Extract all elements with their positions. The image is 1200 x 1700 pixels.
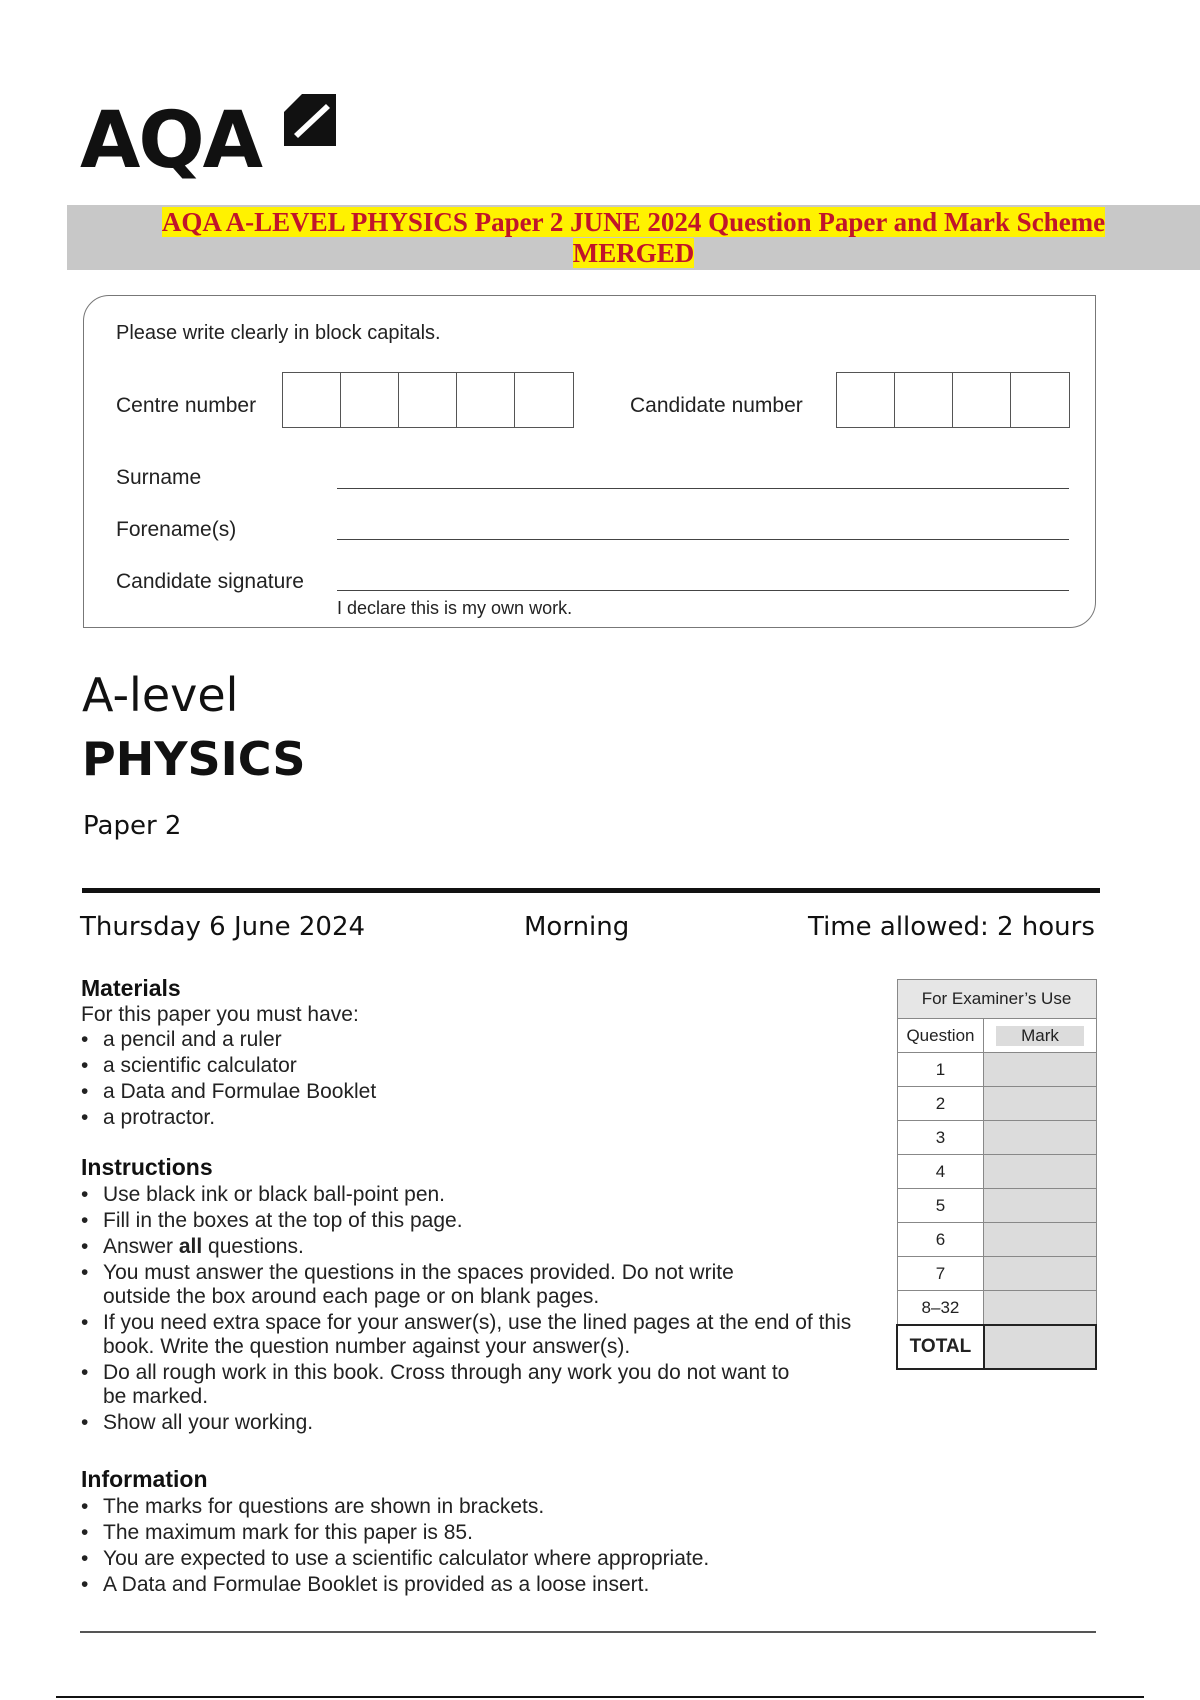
- answer-all-pre: Answer: [103, 1235, 179, 1258]
- mark-cell[interactable]: [984, 1291, 1096, 1326]
- mark-cell[interactable]: [984, 1087, 1096, 1121]
- candidate-details-box: [83, 295, 1096, 628]
- centre-number-field[interactable]: [282, 372, 574, 428]
- mark-cell[interactable]: [984, 1223, 1096, 1257]
- centre-number-digit[interactable]: [283, 373, 341, 427]
- table-row: [897, 1223, 1096, 1257]
- page-bottom-rule: [56, 1696, 1144, 1698]
- time-allowed: Time allowed: 2 hours: [808, 912, 1095, 942]
- list-item: • If you need extra space for your answer(s), use the lined pages at the end of this book. Write the question number against your answer(s).: [81, 1311, 873, 1359]
- title-banner: [67, 205, 1200, 270]
- list-item: • a pencil and a ruler: [81, 1028, 841, 1052]
- list-item: • You must answer the questions in the spaces provided. Do not write outside the box around each page or on blank pages.: [81, 1261, 803, 1309]
- list-item: • Do all rough work in this book. Cross through any work you do not want to be marked.: [81, 1361, 793, 1409]
- question-number: 6: [897, 1223, 984, 1257]
- materials-heading: Materials: [81, 975, 181, 1001]
- instructions-heading: Instructions: [81, 1154, 213, 1180]
- information-section: [81, 1466, 861, 1599]
- banner-line-1: AQA A-LEVEL PHYSICS Paper 2 JUNE 2024 Question Paper and Mark Scheme: [161, 207, 1106, 237]
- total-mark-cell[interactable]: [984, 1325, 1096, 1369]
- exam-session: Morning: [524, 912, 630, 942]
- list-item: • You are expected to use a scientific calculator where appropriate.: [81, 1547, 861, 1571]
- list-item: • a scientific calculator: [81, 1054, 841, 1078]
- paper-number: Paper 2: [83, 811, 182, 841]
- signature-label: Candidate signature: [116, 570, 304, 593]
- declaration-text: I declare this is my own work.: [337, 598, 573, 618]
- table-row: [897, 1257, 1096, 1291]
- examiner-use-table: [896, 979, 1097, 1370]
- list-item: • A Data and Formulae Booklet is provided as a loose insert.: [81, 1573, 861, 1597]
- list-item: • The marks for questions are shown in brackets.: [81, 1495, 861, 1519]
- instructions-section: [81, 1154, 861, 1437]
- question-number: 2: [897, 1087, 984, 1121]
- list-item: • The maximum mark for this paper is 85.: [81, 1521, 861, 1545]
- banner-line-2: MERGED: [572, 238, 695, 268]
- total-label: TOTAL: [897, 1325, 984, 1369]
- question-column-header: Question: [897, 1019, 984, 1053]
- mark-cell[interactable]: [984, 1121, 1096, 1155]
- examiner-table-title: For Examiner’s Use: [897, 980, 1096, 1019]
- list-item: • a Data and Formulae Booklet: [81, 1080, 841, 1104]
- mark-cell[interactable]: [984, 1189, 1096, 1223]
- signature-field[interactable]: [337, 590, 1069, 591]
- forenames-label: Forename(s): [116, 518, 237, 541]
- candidate-number-digit[interactable]: [1011, 373, 1069, 427]
- answer-all-post: questions.: [202, 1235, 304, 1258]
- mark-cell[interactable]: [984, 1053, 1096, 1087]
- question-number: 5: [897, 1189, 984, 1223]
- list-item: • Show all your working.: [81, 1411, 861, 1435]
- centre-number-digit[interactable]: [515, 373, 573, 427]
- question-number: 3: [897, 1121, 984, 1155]
- exam-date: Thursday 6 June 2024: [80, 912, 366, 942]
- forenames-field[interactable]: [337, 539, 1069, 540]
- information-heading: Information: [81, 1466, 208, 1492]
- aqa-logo-mark-icon: [280, 90, 340, 150]
- list-item: • Fill in the boxes at the top of this page.: [81, 1209, 861, 1233]
- mark-cell[interactable]: [984, 1257, 1096, 1291]
- candidate-number-label: Candidate number: [630, 394, 803, 417]
- table-row: [897, 1155, 1096, 1189]
- centre-number-label: Centre number: [116, 394, 257, 417]
- mark-column-header-label: Mark: [996, 1026, 1084, 1046]
- materials-section: [81, 975, 841, 1132]
- mark-column-header: [984, 1019, 1096, 1053]
- question-number: 7: [897, 1257, 984, 1291]
- answer-all-bold: all: [178, 1235, 203, 1258]
- centre-number-digit[interactable]: [341, 373, 399, 427]
- list-item: [81, 1235, 861, 1259]
- footer-divider: [80, 1631, 1096, 1633]
- surname-field[interactable]: [337, 488, 1069, 489]
- table-row: [897, 1053, 1096, 1087]
- table-row: [897, 1121, 1096, 1155]
- centre-number-digit[interactable]: [399, 373, 457, 427]
- aqa-logo-text: AQA: [80, 96, 262, 186]
- total-row: [897, 1325, 1096, 1369]
- centre-number-digit[interactable]: [457, 373, 515, 427]
- question-number: 1: [897, 1053, 984, 1087]
- mark-cell[interactable]: [984, 1155, 1096, 1189]
- materials-intro: For this paper you must have:: [81, 1003, 359, 1026]
- candidate-number-field[interactable]: [836, 372, 1070, 428]
- question-number: 4: [897, 1155, 984, 1189]
- list-item: • Use black ink or black ball-point pen.: [81, 1183, 861, 1207]
- header-divider: [82, 888, 1100, 893]
- table-row: [897, 1189, 1096, 1223]
- block-capitals-instruction: Please write clearly in block capitals.: [116, 322, 441, 344]
- candidate-number-digit[interactable]: [953, 373, 1011, 427]
- question-number: 8–32: [897, 1291, 984, 1326]
- aqa-logo: [80, 88, 360, 188]
- candidate-number-digit[interactable]: [837, 373, 895, 427]
- candidate-number-digit[interactable]: [895, 373, 953, 427]
- subject-title: PHYSICS: [82, 732, 306, 786]
- list-item: • a protractor.: [81, 1106, 841, 1130]
- table-row: [897, 1291, 1096, 1326]
- surname-label: Surname: [116, 466, 202, 489]
- qualification-level: A-level: [82, 668, 239, 722]
- table-row: [897, 1087, 1096, 1121]
